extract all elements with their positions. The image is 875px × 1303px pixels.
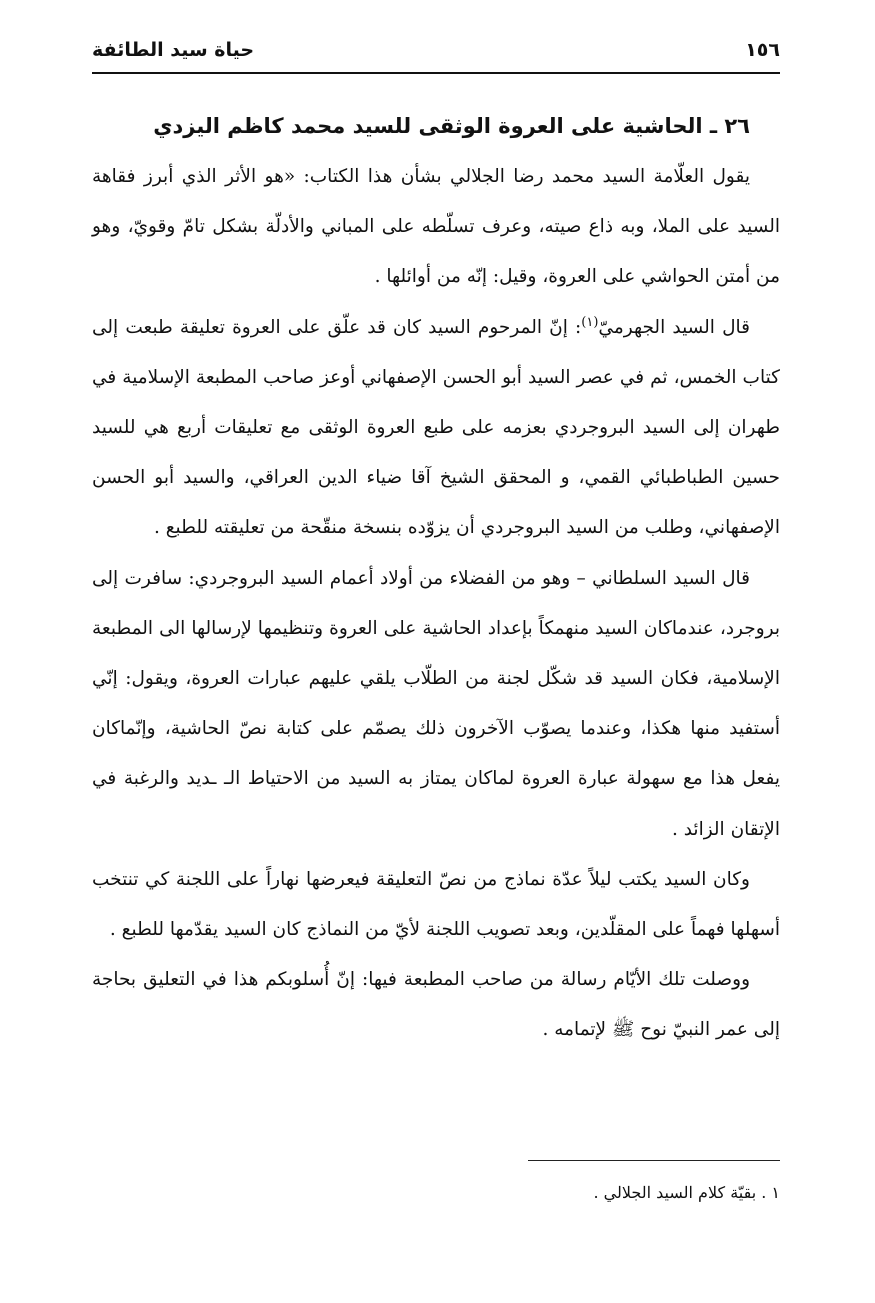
page-number: ١٥٦ [745,39,780,61]
paragraph-5: ووصلت تلك الأيّام رسالة من صاحب المطبعة فيها: إنّ أُسلوبكم هذا في التعليق بحاجة إلى عمر النبيّ نوح ﷺ لإتمامه . [92,969,780,1041]
paragraph-2-rest: : إنّ المرحوم السيد كان قد علّق على العروة تعليقة طبعت إلى كتاب الخمس، ثم في عصر السيد أبو الحسن الإصفهاني أوعز صاحب المطبعة الإسلامية في طهران إلى السيد البروجردي بعزمه على طبع العروة الوثقى مع تعليقات أربع هي للسيد حسين الطباطبائي القمي، و المحقق الشيخ آقا ضياء الدين العراقي، والسيد أبو الحسن الإصفهاني، وطلب من السيد البروجردي أن يزوّده بنسخة منقّحة من تعليقته للطبع . [92,316,780,539]
footnote-marker: (١) [581,314,599,330]
paragraph-3: قال السيد السلطاني – وهو من الفضلاء من أولاد أعمام السيد البروجردي: سافرت إلى بروجرد، عندماكان السيد منهمكاً بإعداد الحاشية على العروة وتنظيمها لإرسالها الى المطبعة الإسلامية، فكان السيد قد شكّل لجنة من الطلّاب يلقي عليهم عبارات العروة، ويقول: إنّي أستفيد منها هكذا، وعندما يصوّب الآخرون ذلك يصمّم على كتابة نصّ الحاشية، وإنّماكان يفعل هذا مع سهولة عبارة العروة لماكان يمتاز به السيد من الاحتياط الـ ـديد والرغبة في الإتقان الزائد . [92,567,780,840]
paragraph-4: وكان السيد يكتب ليلاً عدّة نماذج من نصّ التعليقة فيعرضها نهاراً على اللجنة كي تنتخب أسهلها فهماً على المقلّدين، وبعد تصويب اللجنة لأيّ من النماذج كان السيد يقدّمها للطبع . [92,868,780,941]
footnote-1: ١ . بقيّة كلام السيد الجلالي . [593,1183,780,1202]
header-rule [92,72,780,74]
section-heading: ٢٦ ـ الحاشية على العروة الوثقى للسيد محمد كاظم اليزدي [153,114,750,138]
running-title: حياة سيد الطائفة [92,39,255,61]
footnote-rule [528,1160,780,1161]
paragraph-2-lead: قال السيد الجهرميّ [598,316,751,338]
running-header [92,30,780,70]
paragraph-1: يقول العلّامة السيد محمد رضا الجلالي بشأن هذا الكتاب: «هو الأثر الذي أبرز فقاهة السيد على الملا، وبه ذاع صيته، وعرف تسلّطه على المباني والأدلّة بشكل تامّ وقويّ، وهو من أمتن الحواشي على العروة، وقيل: إنّه من أوائلها . [92,166,780,288]
paragraph-2 [92,303,780,554]
page-body [92,100,780,1056]
